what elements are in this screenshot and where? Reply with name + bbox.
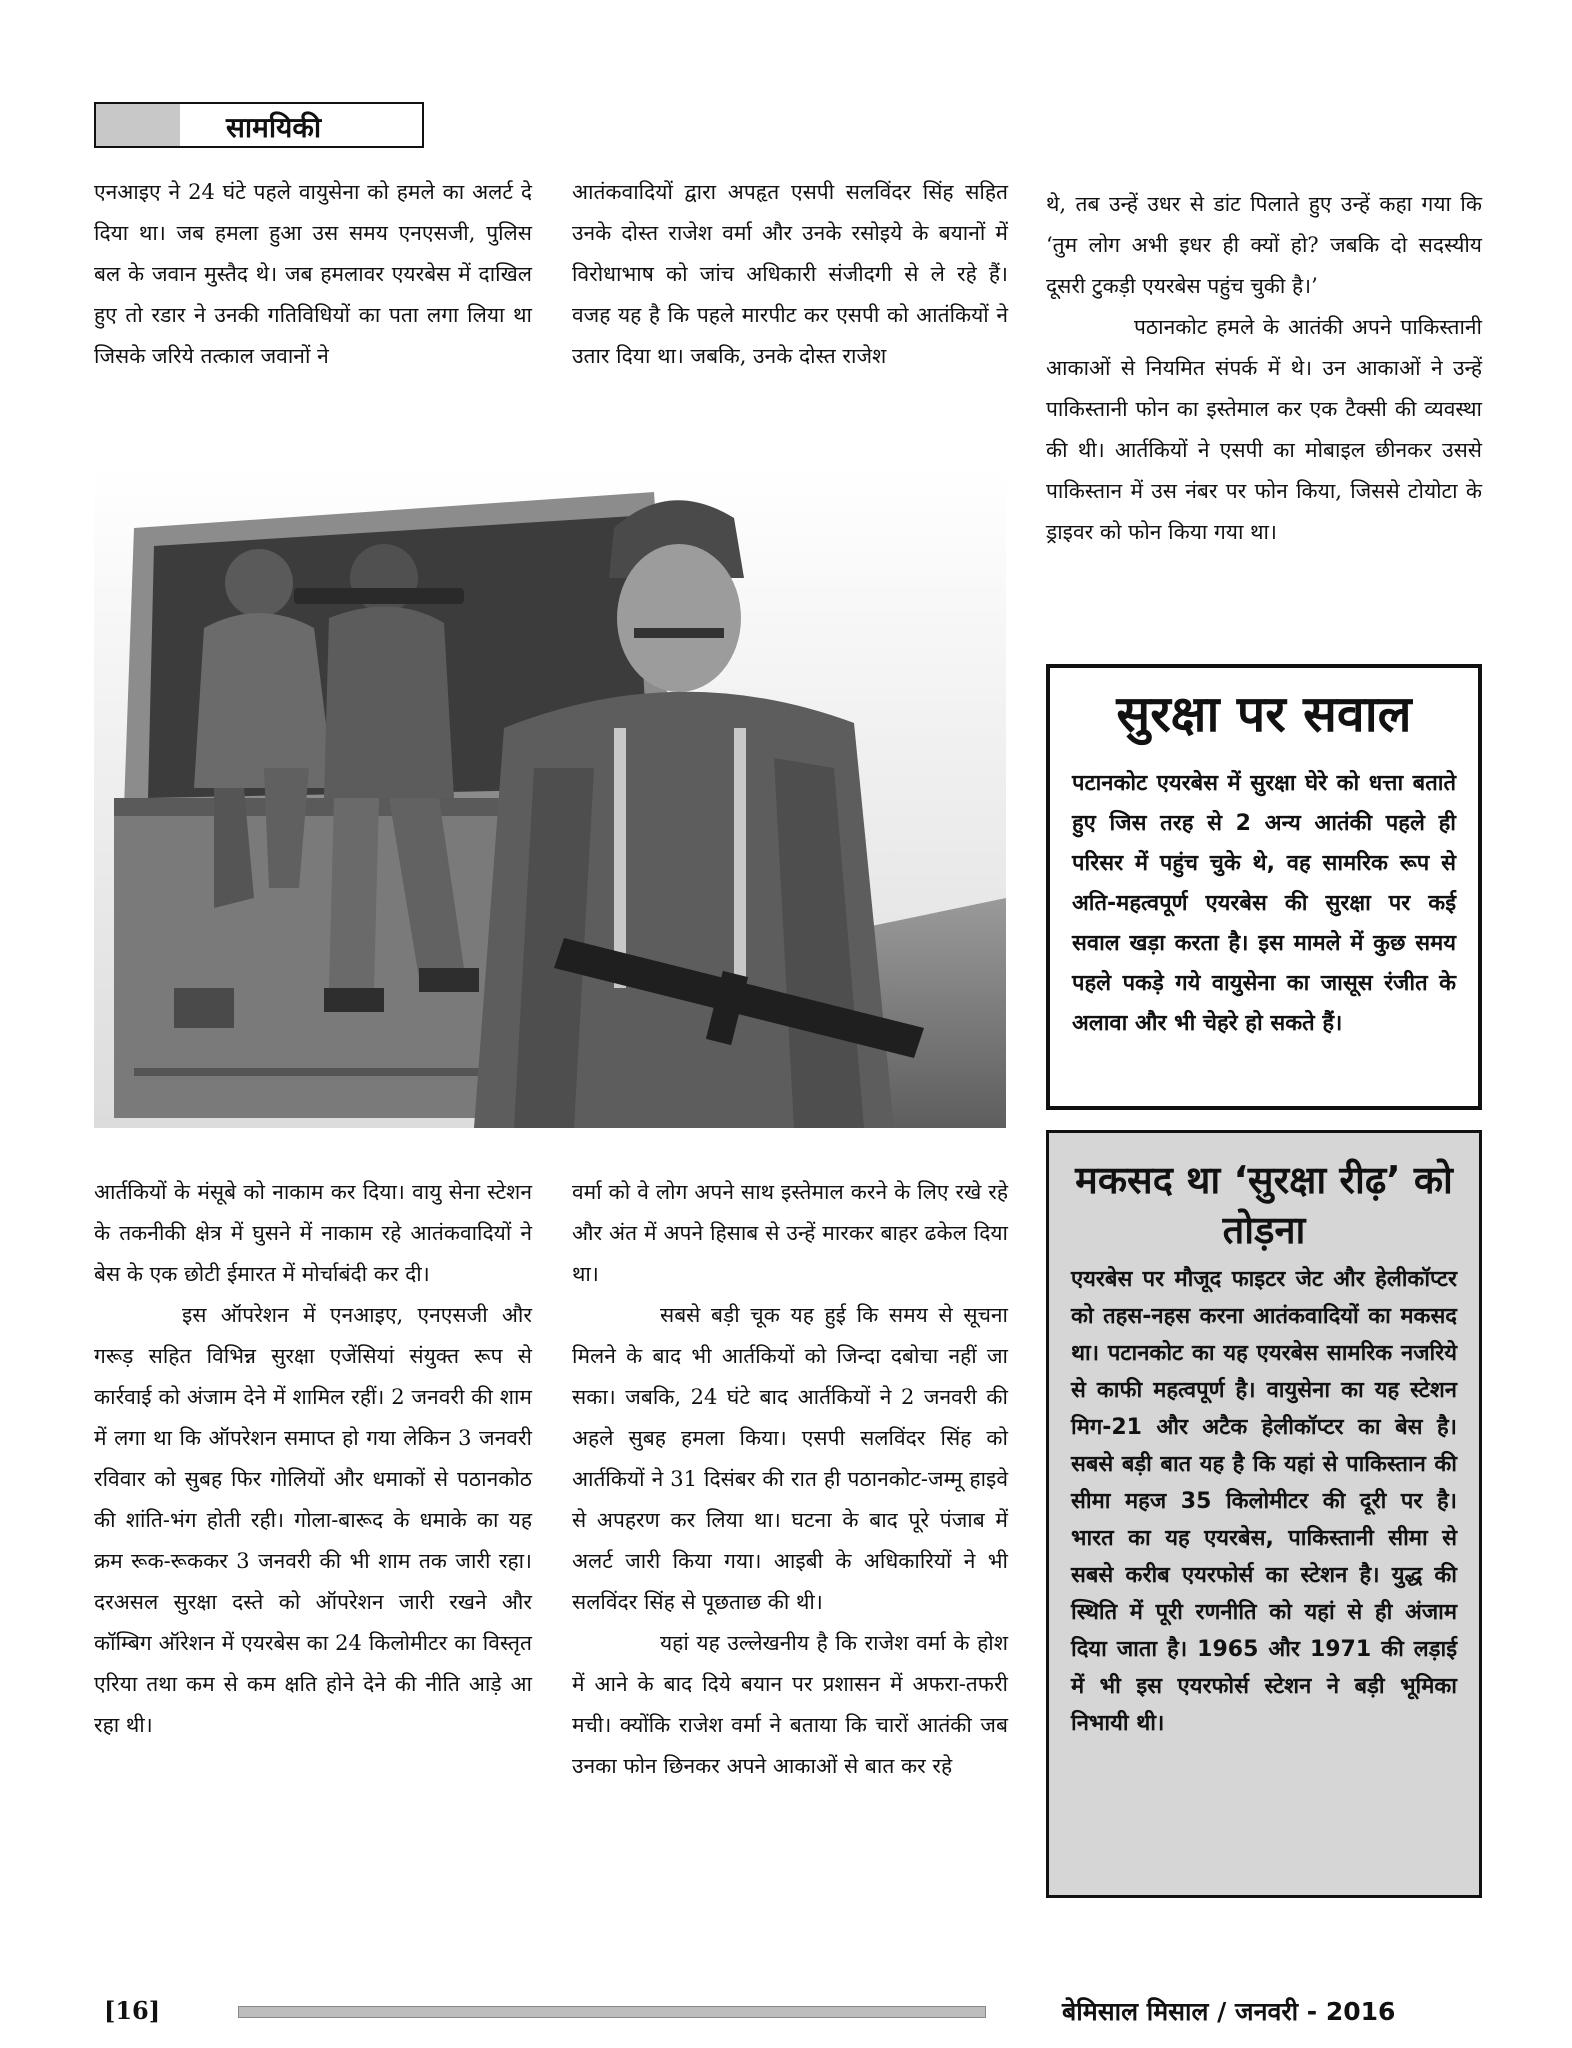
box-body: एयरबेस पर मौजूद फाइटर जेट और हेलीकॉप्टर को तहस-नहस करना आतंकवादियों का मकसद था। पटानकोट का यह एयरबेस सामरिक नजरिये से काफी महत्वपूर्ण है। वायुसेना का यह स्टेशन मिग-21 और अटैक हेलीकॉप्टर का बेस है। सबसे बड़ी बात यह है कि यहां से पाकिस्तान की सीमा महज 35 किलोमीटर की दूरी पर है। भारत का यह एयरबेस, पाकिस्तानी सीमा से सबसे करीब एयरफोर्स का स्टेशन है। युद्ध की स्थिति में पूरी रणनीति को यहां से ही अंजाम दिया जाता है। 1965 और 1971 की लड़ाई में भी इस एयरफोर्स स्टेशन ने बड़ी भूमिका निभायी थी। (1071, 1267, 1457, 1736)
section-label: सामयिकी (226, 111, 322, 144)
paragraph: एनआइए ने 24 घंटे पहले वायुसेना को हमले का अलर्ट दे दिया था। जब हमला हुआ उस समय एनएसजी, पुलिस बल के जवान मुस्तैद थे। जब हमलावर एयरबेस में दाखिल हुए तो रडार ने उनकी गतिविधियों का पता लगा लिया था जिसके जरिये तत्काल जवानों ने (94, 180, 532, 368)
footer-divider (238, 2006, 986, 2018)
magazine-issue: बेमिसाल मिसाल / जनवरी - 2016 (1062, 1997, 1396, 2026)
paragraph: इस ऑपरेशन में एनआइए, एनएसजी और गरूड़ सहित विभिन्न सुरक्षा एजेंसियां संयुक्त रूप से कार्रवाई को अंजाम देने में शामिल रहीं। 2 जनवरी की शाम में लगा था कि ऑपरेशन समाप्त हो गया लेकिन 3 जनवरी रविवार को सुबह फिर गोलियों और धमाकों से पठानकोठ की शांति-भंग होती रही। गोला-बारूद के धमाके का यह क्रम रूक-रूककर 3 जनवरी की भी शाम तक जारी रहा। दरअसल सुरक्षा दस्ते को ऑपरेशन जारी रखने और कॉम्बिग ऑरेशन में एयरबेस का 24 किलोमीटर का विस्तृत एरिया तथा कम से कम क्षति होने देने की नीति आड़े आ रहा थी। (94, 1303, 532, 1737)
paragraph: सबसे बड़ी चूक यह हुई कि समय से सूचना मिलने के बाद भी आर्तकियों को जिन्दा दबोचा नहीं जा सका। जबकि, 24 घंटे बाद आर्तकियों ने 2 जनवरी की अहले सुबह हमला किया। एसपी सलविंदर सिंह को आर्तकियों ने 31 दिसंबर की रात ही पठानकोट-जम्मू हाइवे से अपहरण कर लिया था। घटना के बाद पूरे पंजाब में अलर्ट जारी किया गया। आइबी के अधिकारियों ने भी सलविंदर सिंह से पूछताछ की थी। (572, 1303, 1008, 1614)
paragraph: थे, तब उन्हें उधर से डांट पिलाते हुए उन्हें कहा गया कि ‘तुम लोग अभी इधर ही क्यों हो? जबकि दो सदस्यीय दूसरी टुकड़ी एयरबेस पहुंच चुकी है।’ (1046, 192, 1482, 298)
paragraph: पठानकोट हमले के आतंकी अपने पाकिस्तानी आकाओं से नियमित संपर्क में थे। उन आकाओं ने उन्हें पाकिस्तानी फोन का इस्तेमाल कर एक टैक्सी की व्यवस्था की थी। आर्तकियों ने एसपी का मोबाइल छीनकर उससे पाकिस्तान में उस नंबर पर फोन किया, जिससे टोयोटा के ड्राइवर को फोन किया गया था। (1046, 315, 1482, 544)
section-tag (94, 102, 424, 148)
top-column-2 (572, 172, 1008, 377)
box-title: मकसद था ‘सुरक्षा रीढ़’ को तोड़ना (1075, 1158, 1453, 1252)
top-column-1 (94, 172, 532, 377)
sidebar-box-objective (1046, 1130, 1482, 1898)
section-tag-shade (96, 104, 180, 146)
box-title: सुरक्षा पर सवाल (1116, 685, 1412, 743)
bottom-column-2 (572, 1172, 1008, 1787)
sidebar-box-security (1046, 664, 1482, 1110)
paragraph: आतंकवादियों द्वारा अपहृत एसपी सलविंदर सिंह सहित उनके दोस्त राजेश वर्मा और उनके रसोइये के बयानों में विरोधाभाष को जांच अधिकारी संजीदगी से ले रहे हैं। वजह यह है कि पहले मारपीट कर एसपी को आतंकियों ने उतार दिया था। जबकि, उनके दोस्त राजेश (572, 180, 1008, 368)
paragraph: यहां यह उल्लेखनीय है कि राजेश वर्मा के होश में आने के बाद दिये बयान पर प्रशासन में अफरा-तफरी मची। क्योंकि राजेश वर्मा ने बताया कि चारों आतंकी जब उनका फोन छिनकर अपने आकाओं से बात कर रहे (572, 1631, 1008, 1778)
box-body: पटानकोट एयरबेस में सुरक्षा घेरे को धत्ता बताते हुए जिस तरह से 2 अन्य आतंकी पहले ही परिसर में पहुंच चुके थे, वह सामरिक रूप से अति-महत्वपूर्ण एयरबेस की सुरक्षा पर कई सवाल खड़ा करता है। इस मामले में कुछ समय पहले पकड़े गये वायुसेना का जासूस रंजीत के अलावा और भी चेहरे हो सकते हैं। (1072, 771, 1456, 1036)
soldiers-truck-illustration (94, 468, 1006, 1128)
bottom-column-1 (94, 1172, 532, 1746)
article-photo (94, 468, 1006, 1128)
page-number: [16] (104, 1996, 161, 2025)
paragraph: वर्मा को वे लोग अपने साथ इस्तेमाल करने के लिए रखे रहे और अंत में अपने हिसाब से उन्हें मारकर बाहर ढकेल दिया था। (572, 1180, 1008, 1286)
paragraph: आर्तकियों के मंसूबे को नाकाम कर दिया। वायु सेना स्टेशन के तकनीकी क्षेत्र में घुसने में नाकाम रहे आतंकवादियों ने बेस के एक छोटी ईमारत में मोर्चाबंदी कर दी। (94, 1180, 532, 1286)
top-column-3 (1046, 184, 1482, 553)
